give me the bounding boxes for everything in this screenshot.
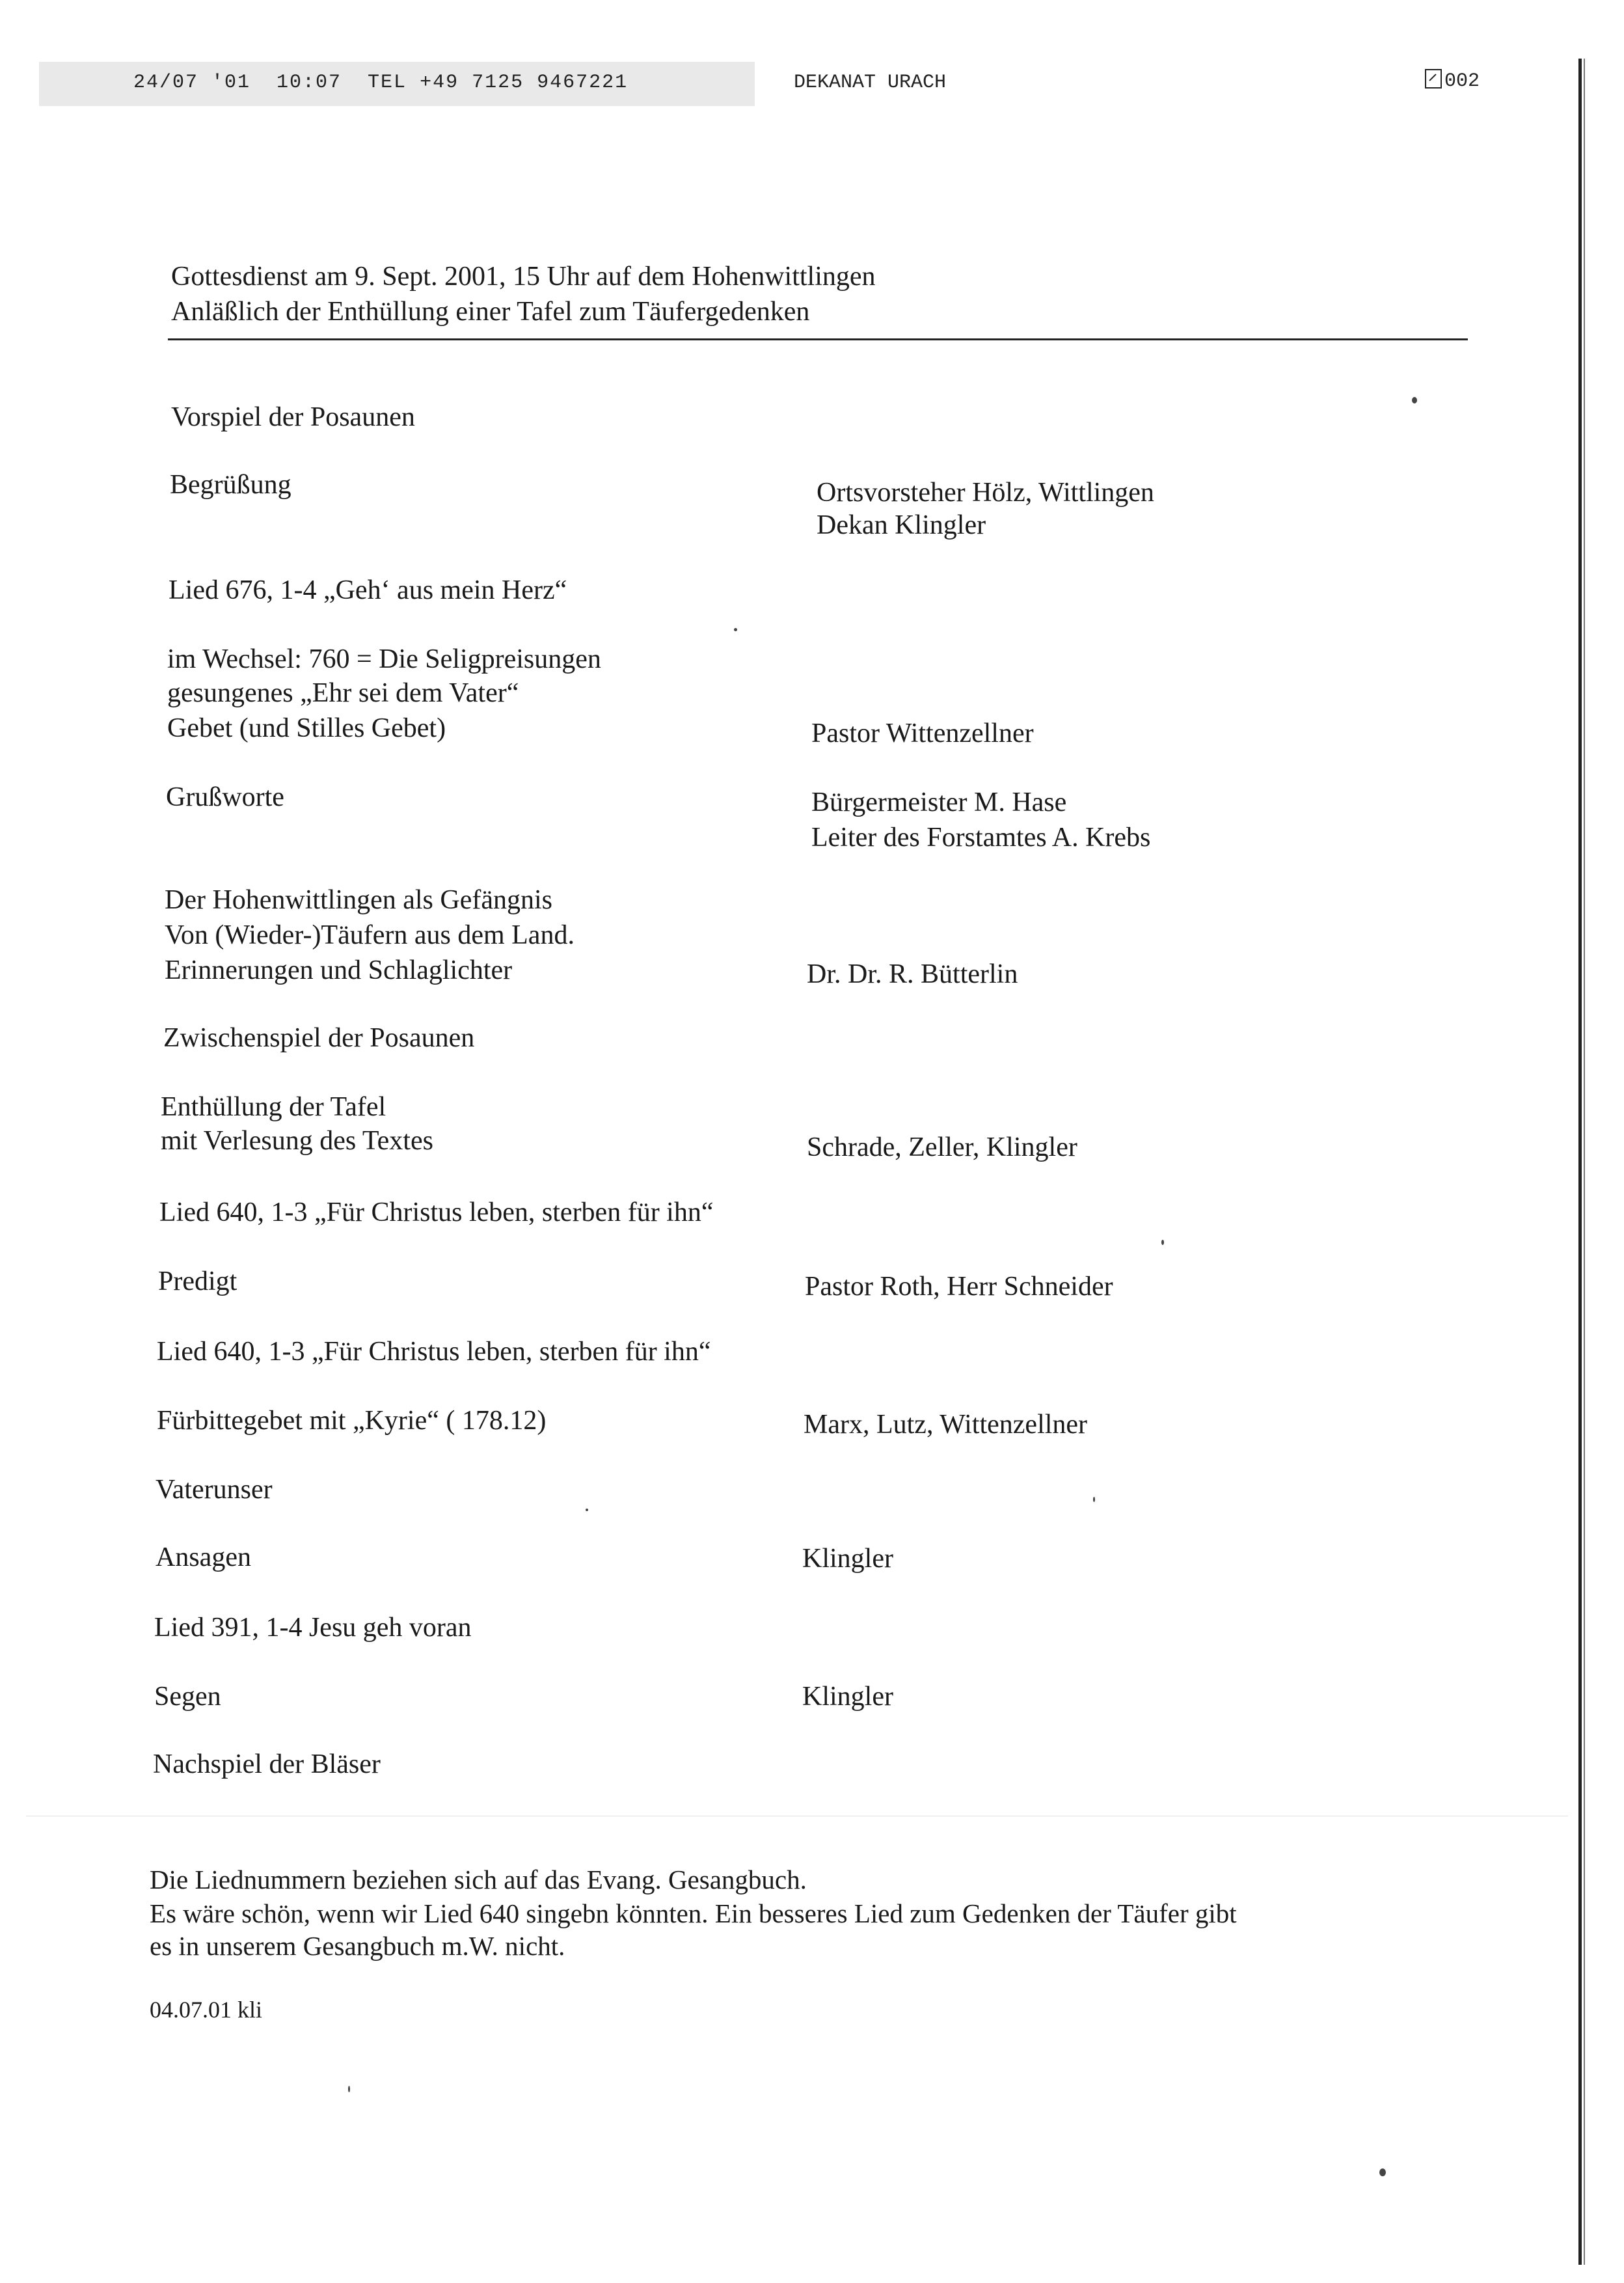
- program-lied-640-second: Lied 640, 1-3 „Für Christus leben, sterben für ihn“: [157, 1337, 711, 1367]
- program-fuerbitte: Fürbittegebet mit „Kyrie“ ( 178.12): [157, 1406, 547, 1436]
- fax-transmission-line: 24/07 '01 10:07 TEL +49 7125 9467221: [133, 72, 629, 94]
- title-line-1: Gottesdienst am 9. Sept. 2001, 15 Uhr auf dem Hohenwittlingen: [171, 262, 876, 292]
- wechsel-person: Pastor Wittenzellner: [811, 718, 1034, 748]
- page-edge-line: [1578, 59, 1582, 2265]
- program-begruessung: Begrüßung: [170, 470, 291, 500]
- program-vortrag-line-1: Der Hohenwittlingen als Gefängnis: [165, 885, 553, 915]
- title-line-2: Anläßlich der Enthüllung einer Tafel zum Täufergedenken: [171, 297, 810, 327]
- program-zwischenspiel: Zwischenspiel der Posaunen: [163, 1023, 475, 1053]
- fuerbitte-persons: Marx, Lutz, Wittenzellner: [804, 1410, 1088, 1440]
- scan-speck: [1093, 1497, 1095, 1502]
- program-wechsel-line-2: gesungenes „Ehr sei dem Vater“: [167, 678, 519, 708]
- program-nachspiel: Nachspiel der Bläser: [153, 1749, 381, 1779]
- document-title: [171, 259, 876, 329]
- program-predigt: Predigt: [158, 1266, 237, 1296]
- note-line-1: Die Liednummern beziehen sich auf das Evang. Gesangbuch.: [150, 1865, 807, 1894]
- program-lied-640-first: Lied 640, 1-3 „Für Christus leben, sterben für ihn“: [159, 1197, 714, 1227]
- scan-speck: [1379, 2168, 1386, 2176]
- predigt-persons: Pastor Roth, Herr Schneider: [805, 1272, 1113, 1302]
- grussworte-person-2: Leiter des Forstamtes A. Krebs: [811, 823, 1151, 853]
- program-ansagen: Ansagen: [156, 1542, 251, 1572]
- program-vortrag-line-2: Von (Wieder-)Täufern aus dem Land.: [165, 920, 575, 950]
- scan-speck: [734, 628, 737, 631]
- scan-speck: [586, 1509, 588, 1511]
- note-line-2: Es wäre schön, wenn wir Lied 640 singebn könnten. Ein besseres Lied zum Gedenken der Täufer gibt: [150, 1898, 1237, 1928]
- fax-page-label: 002: [1444, 70, 1480, 92]
- begruessung-person-2: Dekan Klingler: [817, 510, 986, 540]
- program-enthuellung-line-1: Enthüllung der Tafel: [161, 1092, 386, 1122]
- program-enthuellung-line-2: mit Verlesung des Textes: [161, 1126, 433, 1156]
- program-vorspiel: Vorspiel der Posaunen: [171, 402, 415, 432]
- grussworte-person-1: Bürgermeister M. Hase: [811, 787, 1067, 817]
- program-wechsel-line-3: Gebet (und Stilles Gebet): [167, 713, 446, 743]
- scan-speck: [1161, 1240, 1164, 1245]
- fax-page-number: [1425, 69, 1480, 92]
- vortrag-person: Dr. Dr. R. Bütterlin: [807, 959, 1018, 989]
- fax-sender: DEKANAT URACH: [794, 72, 947, 94]
- program-vaterunser: Vaterunser: [156, 1475, 273, 1505]
- program-wechsel-line-1: im Wechsel: 760 = Die Seligpreisungen: [167, 644, 601, 674]
- scan-speck: [348, 2086, 350, 2092]
- program-lied-391: Lied 391, 1-4 Jesu geh voran: [154, 1613, 472, 1643]
- note-signature: 04.07.01 kli: [150, 1997, 263, 2023]
- program-grussworte: Grußworte: [166, 782, 284, 812]
- begruessung-person-1: Ortsvorsteher Hölz, Wittlingen: [817, 478, 1154, 508]
- title-underline: [168, 338, 1468, 340]
- program-segen: Segen: [154, 1682, 221, 1712]
- scan-speck: [1412, 397, 1417, 403]
- program-vortrag-line-3: Erinnerungen und Schlaglichter: [165, 955, 513, 985]
- fax-page-icon: [1425, 69, 1442, 89]
- segen-person: Klingler: [802, 1682, 893, 1712]
- enthuellung-persons: Schrade, Zeller, Klingler: [807, 1132, 1077, 1162]
- page-edge-line-secondary: [1584, 59, 1585, 2265]
- note-line-3: es in unserem Gesangbuch m.W. nicht.: [150, 1931, 565, 1961]
- program-lied-676: Lied 676, 1-4 „Geh‘ aus mein Herz“: [169, 575, 567, 605]
- ansagen-person: Klingler: [802, 1544, 893, 1574]
